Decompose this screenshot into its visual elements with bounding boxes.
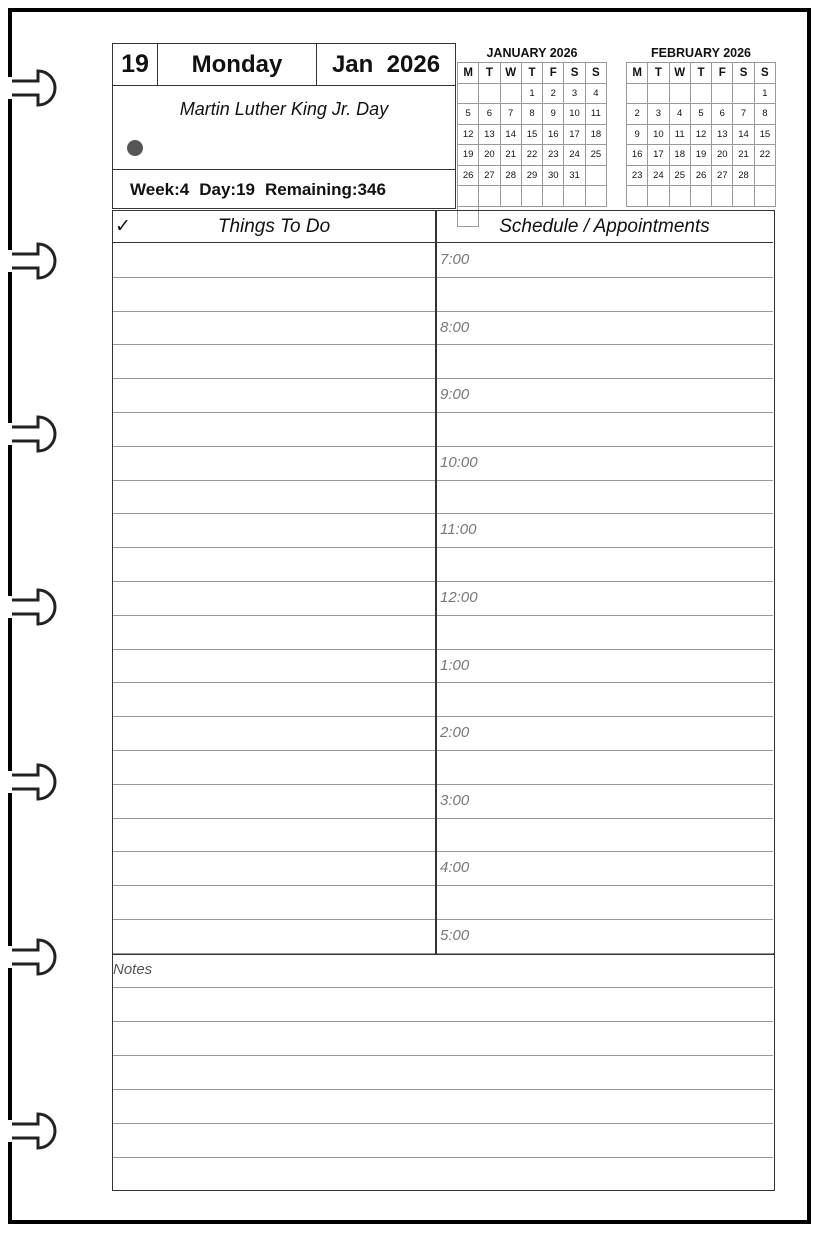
calendar-day: 27: [712, 166, 733, 187]
schedule-line[interactable]: [437, 851, 773, 852]
calendar-day: 19: [458, 145, 479, 166]
weekday-header: T: [479, 63, 500, 84]
calendar-day: 20: [479, 145, 500, 166]
calendar-day: 5: [458, 104, 479, 125]
hour-label: 1:00: [440, 656, 470, 674]
calendar-day: 8: [522, 104, 543, 125]
todo-line[interactable]: [113, 682, 435, 683]
schedule-line[interactable]: [437, 716, 773, 717]
calendar-day: [712, 186, 733, 207]
todo-header: [113, 211, 435, 243]
calendar-day: 20: [712, 145, 733, 166]
calendar-day: 18: [586, 125, 607, 146]
weekday-header: S: [564, 63, 585, 84]
calendar-day: 28: [733, 166, 754, 187]
hour-label: 9:00: [440, 386, 470, 404]
calendar-day: [712, 84, 733, 105]
calendar-day: 4: [670, 104, 691, 125]
calendar-day: 23: [627, 166, 648, 187]
weekday-header: W: [670, 63, 691, 84]
binder-ring-icon: [0, 236, 70, 286]
calendar-day: 22: [522, 145, 543, 166]
calendar-day: 10: [648, 125, 669, 146]
calendar-day: [543, 186, 564, 207]
calendar-day: 18: [670, 145, 691, 166]
calendar-day: 9: [543, 104, 564, 125]
schedule-line[interactable]: [437, 513, 773, 514]
calendar-day: [733, 84, 754, 105]
binder-ring-icon: [0, 757, 70, 807]
calendar-day: 26: [458, 166, 479, 187]
calendar-day: 14: [501, 125, 522, 146]
calendar-day: 28: [501, 166, 522, 187]
calendar-day: 2: [627, 104, 648, 125]
calendar-day: [648, 186, 669, 207]
date-row: [113, 44, 455, 86]
checkmark-icon: ✓: [115, 216, 131, 237]
calendar-day: [586, 186, 607, 207]
day-number: 19: [113, 44, 158, 85]
planner-body: [112, 210, 775, 1191]
todo-line[interactable]: [113, 277, 435, 278]
todo-line[interactable]: [113, 344, 435, 345]
todo-line[interactable]: [113, 885, 435, 886]
calendar-day: [755, 166, 776, 187]
calendar-day: [501, 186, 522, 207]
schedule-line[interactable]: [437, 378, 773, 379]
todo-line[interactable]: [113, 446, 435, 447]
calendar-day: 6: [712, 104, 733, 125]
weekday: Monday: [158, 44, 317, 85]
calendar-day: 4: [586, 84, 607, 105]
weekday-header: T: [691, 63, 712, 84]
calendar-day: 30: [543, 166, 564, 187]
todo-line[interactable]: [113, 919, 435, 920]
todo-line[interactable]: [113, 480, 435, 481]
calendar-day: [627, 186, 648, 207]
calendar-day: 11: [670, 125, 691, 146]
binder-ring-icon: [0, 63, 70, 113]
week-count: Week:4: [130, 179, 190, 199]
binder-ring-icon: [0, 1106, 70, 1156]
weekday-header: S: [586, 63, 607, 84]
todo-line[interactable]: [113, 784, 435, 785]
date-header: [112, 43, 456, 209]
calendar-day: 31: [564, 166, 585, 187]
hour-label: 12:00: [440, 589, 478, 606]
hour-label: 7:00: [440, 251, 470, 268]
schedule-line[interactable]: [437, 649, 773, 650]
calendar-day: [691, 84, 712, 105]
todo-line[interactable]: [113, 818, 435, 819]
calendar-day: [670, 186, 691, 207]
calendar-day: 11: [586, 104, 607, 125]
mini-calendar-grid: [626, 62, 776, 207]
calendar-day: 16: [543, 125, 564, 146]
todo-line[interactable]: [113, 412, 435, 413]
calendar-day: 10: [564, 104, 585, 125]
days-remaining: Remaining:346: [264, 179, 386, 199]
todo-title: Things To Do: [217, 215, 331, 237]
calendar-day: 8: [755, 104, 776, 125]
weekday-header: F: [543, 63, 564, 84]
todo-line[interactable]: [113, 649, 435, 650]
hour-label: 2:00: [440, 724, 470, 742]
calendar-day: 5: [691, 104, 712, 125]
moon-phase-icon: [127, 140, 143, 156]
calendar-day: 29: [522, 166, 543, 187]
todo-line[interactable]: [113, 311, 435, 312]
calendar-day: 25: [586, 145, 607, 166]
hour-label: 5:00: [440, 927, 470, 944]
calendar-day: 14: [733, 125, 754, 146]
notes-line[interactable]: [113, 1055, 773, 1056]
calendar-day: 26: [691, 166, 712, 187]
calendar-day: 21: [733, 145, 754, 166]
calendar-day: 23: [543, 145, 564, 166]
calendar-day: 9: [627, 125, 648, 146]
hour-label: 11:00: [440, 521, 477, 539]
calendar-day: 7: [501, 104, 522, 125]
todo-line[interactable]: [113, 615, 435, 616]
notes-line[interactable]: [113, 1089, 773, 1090]
weekday-header: T: [648, 63, 669, 84]
todo-line[interactable]: [113, 953, 435, 954]
calendar-day: [691, 186, 712, 207]
schedule-line[interactable]: [437, 344, 773, 345]
todo-line[interactable]: [113, 378, 435, 379]
calendar-day: 12: [691, 125, 712, 146]
calendar-day: [586, 166, 607, 187]
calendar-day: 25: [670, 166, 691, 187]
calendar-day: 15: [522, 125, 543, 146]
weekday-header: M: [458, 63, 479, 84]
notes-label: Notes: [113, 961, 153, 978]
schedule-line[interactable]: [437, 311, 773, 312]
schedule-line[interactable]: [437, 412, 773, 413]
calendar-day: [522, 186, 543, 207]
hour-label: 10:00: [440, 453, 478, 471]
binder-ring-icon: [0, 409, 70, 459]
notes-line[interactable]: [113, 987, 773, 988]
schedule-line[interactable]: [437, 953, 773, 954]
todo-line[interactable]: [113, 513, 435, 514]
calendar-day: [479, 186, 500, 207]
calendar-day: 27: [479, 166, 500, 187]
calendar-day: 12: [458, 125, 479, 146]
mini-calendar-january: [457, 45, 607, 227]
hour-label: 3:00: [440, 791, 470, 809]
calendar-day: 21: [501, 145, 522, 166]
schedule-line[interactable]: [437, 277, 773, 278]
calendar-day: [501, 84, 522, 105]
daily-planner-sheet: [112, 43, 775, 1191]
column-divider: [435, 211, 437, 953]
weekday-header: S: [755, 63, 776, 84]
calendar-day: 2: [543, 84, 564, 105]
mini-calendar-title: FEBRUARY 2026: [650, 46, 752, 60]
calendar-day: 24: [564, 145, 585, 166]
mini-calendar-grid: [457, 62, 607, 227]
schedule-line[interactable]: [437, 547, 773, 548]
notes-line[interactable]: [113, 1123, 773, 1124]
binder-ring-icon: [0, 582, 70, 632]
schedule-line[interactable]: [437, 682, 773, 683]
schedule-line[interactable]: [437, 581, 773, 582]
calendar-day: 13: [479, 125, 500, 146]
calendar-day: 3: [648, 104, 669, 125]
weekday-header: T: [522, 63, 543, 84]
holiday-name: Martin Luther King Jr. Day: [179, 99, 389, 119]
calendar-day: [458, 84, 479, 105]
day-count: Day:19: [199, 179, 255, 199]
calendar-day: 17: [564, 125, 585, 146]
todo-line[interactable]: [113, 851, 435, 852]
calendar-day: 3: [564, 84, 585, 105]
calendar-day: [564, 186, 585, 207]
calendar-day: 24: [648, 166, 669, 187]
mini-calendar-title: JANUARY 2026: [486, 46, 578, 60]
day-stats: [113, 169, 455, 209]
calendar-day: 22: [755, 145, 776, 166]
calendar-day: [733, 186, 754, 207]
todo-line[interactable]: [113, 547, 435, 548]
calendar-day: [458, 186, 479, 207]
calendar-day: [648, 84, 669, 105]
calendar-day: 7: [733, 104, 754, 125]
schedule-line[interactable]: [437, 784, 773, 785]
todo-line[interactable]: [113, 716, 435, 717]
schedule-line[interactable]: [437, 919, 773, 920]
calendar-day: [627, 84, 648, 105]
schedule-line[interactable]: [437, 750, 773, 751]
calendar-day: 15: [755, 125, 776, 146]
calendar-day: 19: [691, 145, 712, 166]
calendar-day: [755, 186, 776, 207]
notes-line[interactable]: [113, 1157, 773, 1158]
schedule-line[interactable]: [437, 480, 773, 481]
schedule-line[interactable]: [437, 885, 773, 886]
notes-line[interactable]: [113, 1021, 773, 1022]
month-year: Jan 2026: [331, 50, 441, 78]
weekday-header: M: [627, 63, 648, 84]
calendar-day: [479, 84, 500, 105]
weekday-header: F: [712, 63, 733, 84]
mini-calendar-february: [626, 45, 776, 207]
calendar-day: 6: [479, 104, 500, 125]
calendar-day: [670, 84, 691, 105]
schedule-line[interactable]: [437, 615, 773, 616]
calendar-day: 17: [648, 145, 669, 166]
schedule-title: Schedule / Appointments: [499, 215, 710, 237]
schedule-line[interactable]: [437, 818, 773, 819]
calendar-day: 16: [627, 145, 648, 166]
todo-line[interactable]: [113, 581, 435, 582]
calendar-day: 1: [522, 84, 543, 105]
todo-line[interactable]: [113, 750, 435, 751]
schedule-header: [436, 211, 773, 243]
binder-ring-icon: [0, 932, 70, 982]
hour-label: 8:00: [440, 318, 470, 336]
calendar-day: 13: [712, 125, 733, 146]
weekday-header: W: [501, 63, 522, 84]
calendar-day: 1: [755, 84, 776, 105]
weekday-header: S: [733, 63, 754, 84]
schedule-line[interactable]: [437, 446, 773, 447]
hour-label: 4:00: [440, 859, 470, 877]
